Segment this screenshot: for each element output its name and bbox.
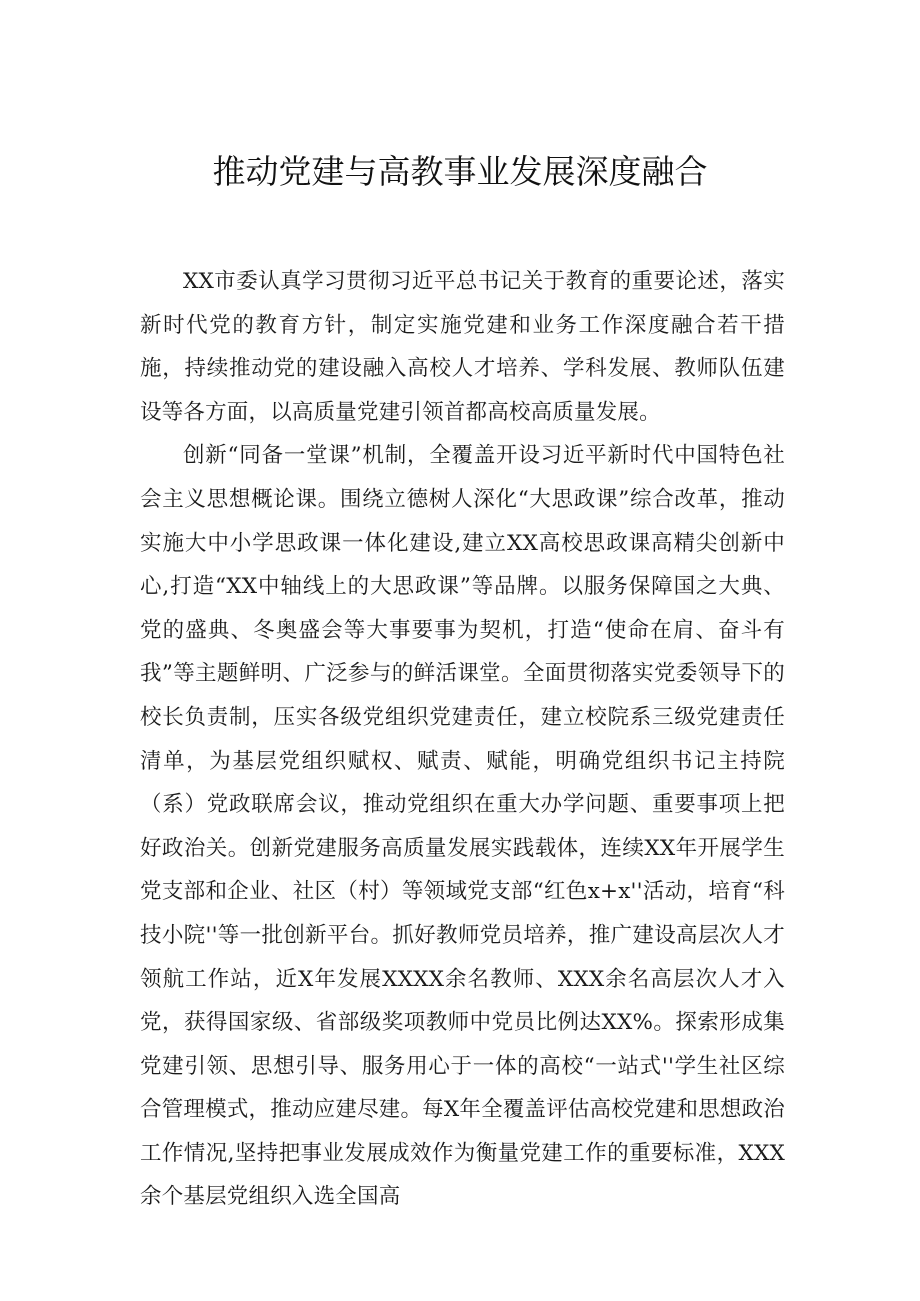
- document-title: 推动党建与高教事业发展深度融合: [212, 152, 708, 191]
- paragraph-1: XX市委认真学习贯彻习近平总书记关于教育的重要论述，落实新时代党的教育方针，制定实施党建和业务工作深度融合若干措施，持续推动党的建设融入高校人才培养、学科发展、教师队伍建设等各方面，以高质量党建引领首都高校高质量发展。: [140, 269, 785, 425]
- paragraph-2: 创新“同备一堂课”机制，全覆盖开设习近平新时代中国特色社会主义思想概论课。围绕立德树人深化“大思政课”综合改革，推动实施大中小学思政课一体化建设,建立XX高校思政课高精尖创新中心,打造“XX中轴线上的大思政课”等品牌。以服务保障国之大典、党的盛典、冬奥盛会等大事要事为契机，打造“使命在肩、奋斗有我”等主题鲜明、广泛参与的鲜活课堂。全面贯彻落实党委领导下的校长负责制，压实各级党组织党建责任，建立校院系三级党建责任清单，为基层党组织赋权、赋责、赋能，明确党组织书记主持院（系）党政联席会议，推动党组织在重大办学问题、重要事项上把好政治关。创新党建服务高质量发展实践载体，连续XX年开展学生党支部和企业、社区（村）等领域党支部“红色x+x''活动，培育“科技小院''等一批创新平台。抓好教师党员培养，推广建设高层次人才领航工作站，近X年发展XXXX余名教师、XXX余名高层次人才入党，获得国家级、省部级奖项教师中党员比例达XX%。探索形成集党建引领、思想引导、服务用心于一体的高校“一站式''学生社区综合管理模式，推动应建尽建。每X年全覆盖评估高校党建和思想政治工作情况,坚持把事业发展成效作为衡量党建工作的重要标准，XXX余个基层党组织入选全国高: [140, 443, 785, 1210]
- document-body: [140, 260, 785, 1219]
